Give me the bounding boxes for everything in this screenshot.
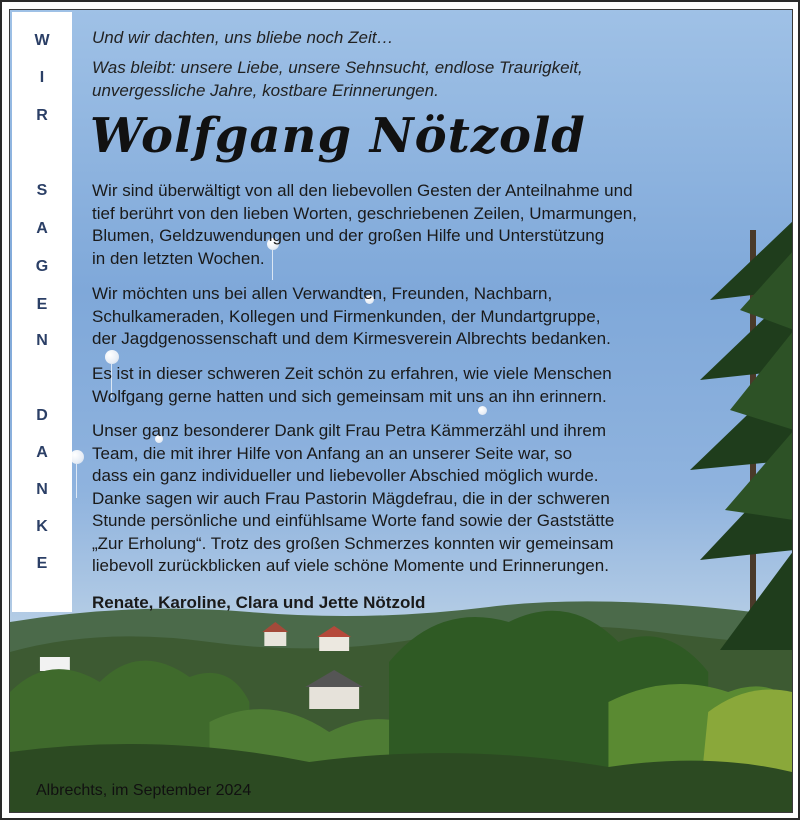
balloon-icon [70, 450, 84, 464]
text-line: dass ein ganz individueller und liebevoller Abschied möglich wurde. [92, 466, 599, 485]
deceased-name: Wolfgang Nötzold [90, 108, 586, 164]
intro-line: Und wir dachten, uns bliebe noch Zeit… [92, 28, 394, 47]
text-line: Wolfgang gerne hatten und sich gemeinsam mit uns an ihn erinnern. [92, 386, 607, 406]
text-line: Wir sind überwältigt von all den liebevollen Gesten der Anteilnahme und [92, 181, 633, 200]
side-letter: E [36, 555, 48, 572]
text-line: Danke sagen wir auch Frau Pastorin Mägdefrau, die in der schweren [92, 488, 610, 508]
text-line: in den letzten Wochen. [92, 248, 265, 268]
side-letter: A [36, 444, 48, 461]
signature: Renate, Karoline, Clara und Jette Nötzold [92, 593, 426, 612]
side-letter: N [36, 332, 48, 349]
balloon-icon [105, 350, 119, 364]
text-line: Blumen, Geldzuwendungen und der großen Hilfe und Unterstützung [92, 226, 605, 245]
place-date: Albrechts, im September 2024 [36, 782, 252, 799]
intro-line: Was bleibt: unsere Liebe, unsere Sehnsucht, endlose Traurigkeit, [92, 58, 583, 77]
side-letter: S [36, 182, 48, 199]
paragraph-4 [92, 420, 702, 578]
side-letter: W [34, 32, 50, 49]
text-line: Wir möchten uns bei allen Verwandten, Freunden, Nachbarn, [92, 284, 553, 303]
side-letter: E [36, 296, 48, 313]
side-letter: I [39, 69, 45, 86]
text-line: der Jagdgenossenschaft und dem Kirmesverein Albrechts bedanken. [92, 329, 611, 348]
text-line: Stunde persönliche und einfühlsame Worte fand sowie der Gaststätte [92, 511, 615, 530]
side-letter: A [36, 220, 48, 237]
text-line: Unser ganz besonderer Dank gilt Frau Petra Kämmerzähl und ihrem [92, 421, 607, 440]
side-banner [12, 12, 72, 612]
balloon-string [76, 464, 77, 498]
paragraph-1 [92, 180, 702, 270]
paragraph-3 [92, 363, 702, 408]
text-line: Schulkameraden, Kollegen und Firmenkunden, der Mundartgruppe, [92, 306, 601, 326]
text-line: tief berührt von den lieben Worten, geschriebenen Zeilen, Umarmungen, [92, 203, 637, 223]
side-letter: G [35, 258, 49, 275]
paragraph-2 [92, 283, 702, 351]
intro-line: unvergessliche Jahre, kostbare Erinnerungen. [92, 81, 439, 100]
side-letter: D [36, 407, 48, 424]
text-line: Es ist in dieser schweren Zeit schön zu erfahren, wie viele Menschen [92, 364, 612, 383]
side-letter: N [36, 481, 48, 498]
text-line: liebevoll zurückblicken auf viele schöne Momente und Erinnerungen. [92, 556, 609, 575]
text-line: „Zur Erholung“. Trotz des großen Schmerzes konnten wir gemeinsam [92, 533, 614, 553]
side-letter: K [36, 518, 48, 535]
text-line: Team, die mit ihrer Hilfe von Anfang an an unserer Seite war, so [92, 443, 573, 463]
side-letter: R [36, 107, 48, 124]
